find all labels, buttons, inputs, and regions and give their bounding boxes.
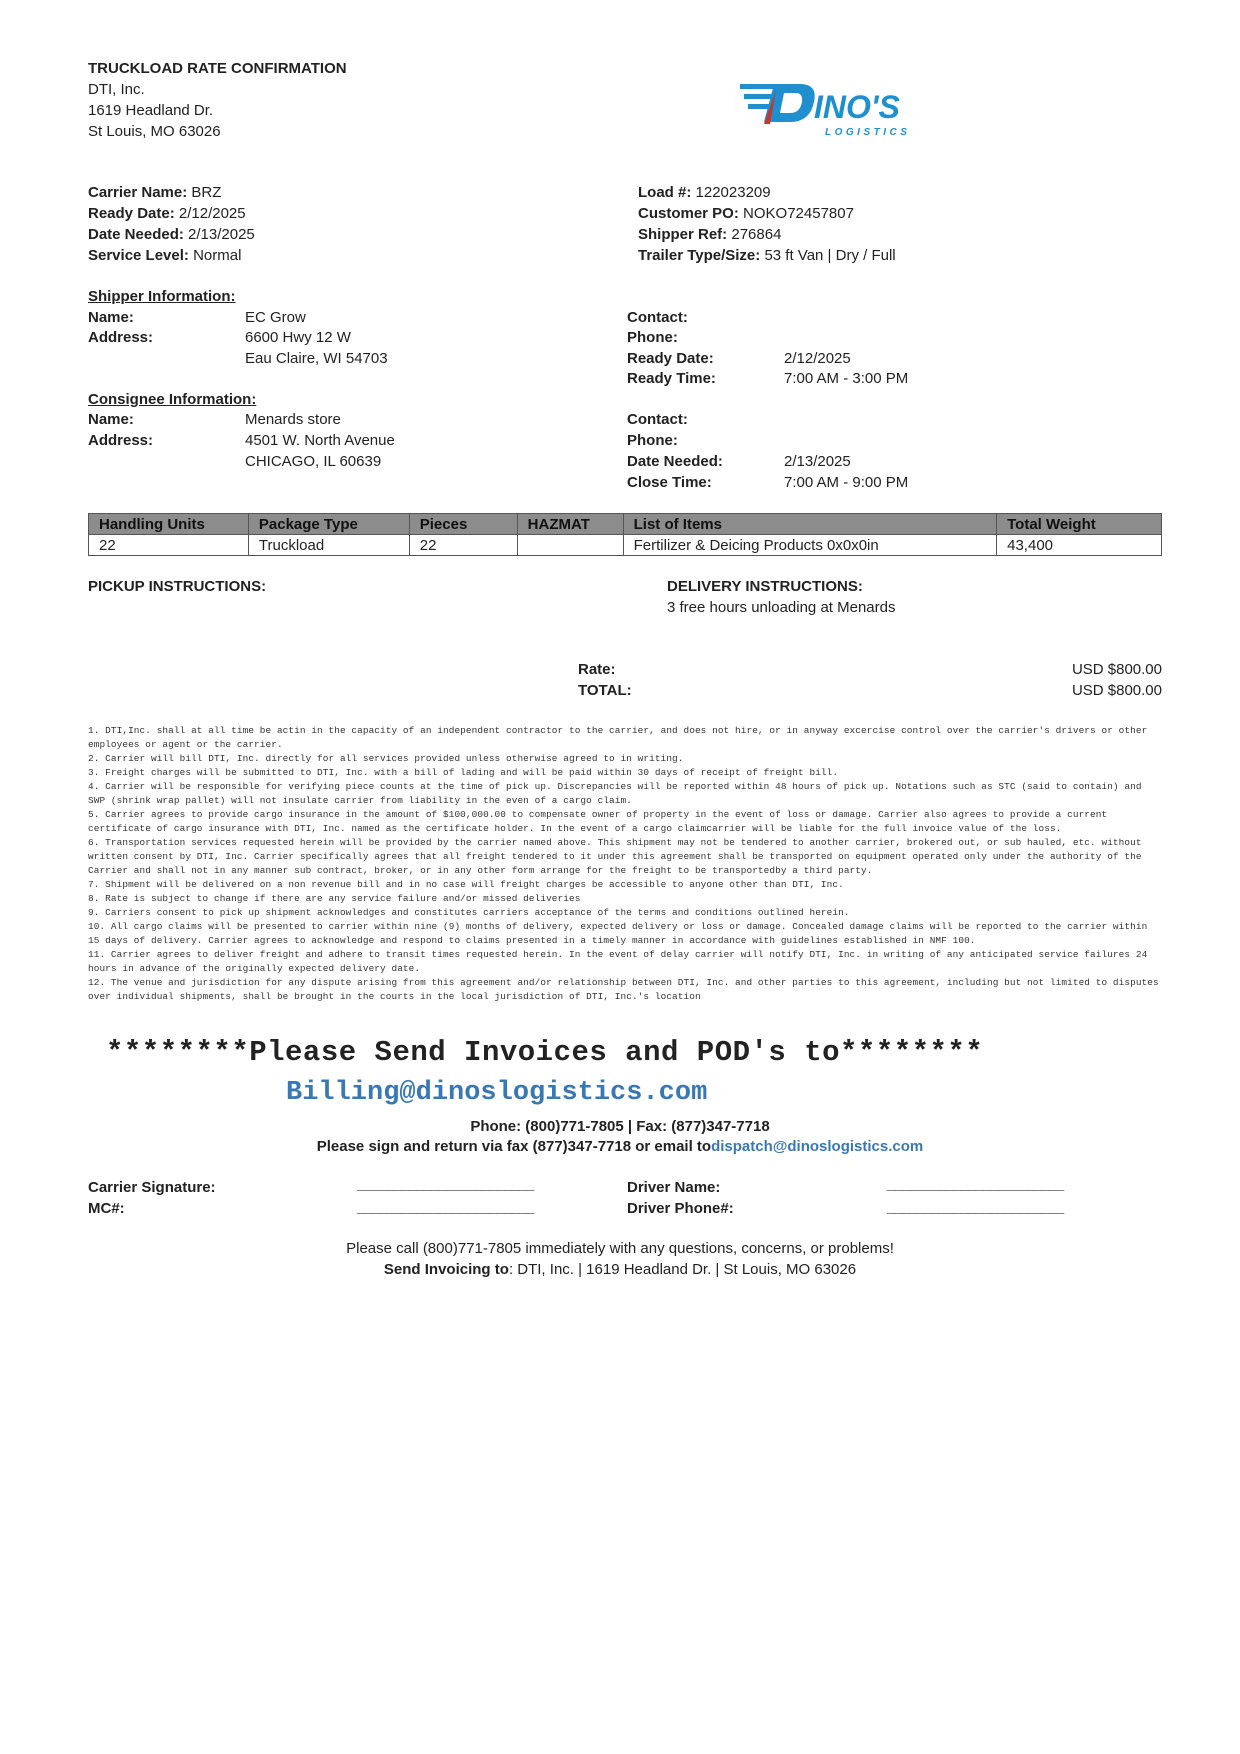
items-table-header-row — [89, 514, 1162, 535]
date-needed-value: 2/13/2025 — [188, 226, 255, 243]
term-item: 9. Carriers consent to pick up shipment acknowledges and constitutes carriers acceptance of the terms and conditions outlined herein. — [88, 907, 850, 918]
terms-and-conditions — [88, 724, 1163, 1004]
header-pieces: Pieces — [409, 514, 517, 535]
carrier-name-value: BRZ — [191, 184, 222, 201]
consignee-name: Menards store — [245, 411, 341, 428]
header-hazmat: HAZMAT — [517, 514, 623, 535]
carrier-signature-label: Carrier Signature: — [88, 1179, 216, 1196]
service-level-label: Service Level: — [88, 247, 189, 264]
cell-package-type: Truckload — [248, 535, 409, 556]
header-package-type: Package Type — [248, 514, 409, 535]
rate-label: Rate: — [578, 661, 616, 678]
delivery-instructions-text: 3 free hours unloading at Menards — [667, 599, 896, 616]
sign-return-line — [0, 1136, 1240, 1157]
cell-handling-units: 22 — [89, 535, 249, 556]
trailer-type-value: 53 ft Van | Dry / Full — [764, 247, 896, 264]
service-level-row — [88, 245, 255, 266]
rate-value: USD $800.00 — [1071, 661, 1162, 678]
consignee-date-needed: 2/13/2025 — [784, 453, 851, 470]
date-needed-row — [88, 224, 255, 245]
invoice-banner: ********Please Send Invoices and POD's to******** — [106, 1036, 984, 1069]
shipper-ref-row — [638, 224, 896, 245]
term-item: 1. DTI,Inc. shall at all time be actin in the capacity of an independent contractor to the carrier, and does not hire, or in anyway excercise control over the carrier's drivers or other employees or agent or the carrier. — [88, 725, 1148, 750]
trailer-type-label: Trailer Type/Size: — [638, 247, 761, 264]
items-table — [88, 513, 1162, 556]
logo-graphic — [740, 80, 930, 140]
shipper-ready-time: 7:00 AM - 3:00 PM — [784, 370, 909, 387]
term-item: 2. Carrier will bill DTI, Inc. directly for all services provided unless otherwise agreed to in writing. — [88, 753, 684, 764]
load-number-row — [638, 182, 896, 203]
term-item: 11. Carrier agrees to deliver freight and adhere to transit times requested herein. In the event of delay carrier will notify DTI, Inc. in writing of any anticipated service failures 24 hours in advance of the originally expected delivery date. — [88, 949, 1148, 974]
shipper-ready-date-label: Ready Date: — [627, 350, 714, 367]
shipper-name-label: Name: — [88, 309, 134, 326]
customer-po-label: Customer PO: — [638, 205, 739, 222]
shipper-ref-value: 276864 — [731, 226, 782, 243]
shipper-ref-label: Shipper Ref: — [638, 226, 728, 243]
shipper-ready-date: 2/12/2025 — [784, 350, 851, 367]
cell-list-of-items: Fertilizer & Deicing Products 0x0x0in — [623, 535, 997, 556]
header-handling-units: Handling Units — [89, 514, 249, 535]
term-item: 10. All cargo claims will be presented to carrier within nine (9) months of delivery, expected delivery or loss or damage. Concealed damage claims will be reported to the carrier within 15 days of delivery. Carrier agrees to acknowledge and respond to claims presented in a timely manner in accordance with guidelines established in NMF 100. — [88, 921, 1148, 946]
document-title: TRUCKLOAD RATE CONFIRMATION — [88, 60, 347, 77]
mc-number-field[interactable]: ________________________ — [357, 1199, 534, 1216]
carrier-name-label: Carrier Name: — [88, 184, 188, 201]
date-needed-label: Date Needed: — [88, 226, 184, 243]
carrier-signature-field[interactable]: ________________________ — [357, 1176, 534, 1193]
consignee-phone-label: Phone: — [627, 432, 678, 449]
term-item: 5. Carrier agrees to provide cargo insurance in the amount of $100,000.00 to compensate owner of property in the event of loss or damage. Carrier also agrees to provide a current certificate of cargo insurance with DTI, Inc. named as the certificate holder. In the event of a cargo claimcarrier will be liable for the full invoice value of the loss. — [88, 809, 1108, 834]
driver-name-field[interactable]: ________________________ — [887, 1176, 1064, 1193]
send-invoicing-line — [0, 1259, 1240, 1280]
company-name: DTI, Inc. — [88, 81, 145, 98]
shipper-address-line2: Eau Claire, WI 54703 — [245, 350, 388, 367]
svg-text:INO'S: INO'S — [814, 89, 900, 125]
company-address-line1: 1619 Headland Dr. — [88, 102, 214, 119]
header-total-weight: Total Weight — [997, 514, 1162, 535]
shipper-phone-label: Phone: — [627, 329, 678, 346]
cell-pieces: 22 — [409, 535, 517, 556]
cell-hazmat — [517, 535, 623, 556]
load-info-right — [638, 182, 896, 266]
dispatch-email-link[interactable]: dispatch@dinoslogistics.com — [711, 1138, 924, 1155]
consignee-date-needed-label: Date Needed: — [627, 453, 723, 470]
consignee-close-time: 7:00 AM - 9:00 PM — [784, 474, 909, 491]
consignee-contact-label: Contact: — [627, 411, 688, 428]
consignee-name-label: Name: — [88, 411, 134, 428]
consignee-address-line1: 4501 W. North Avenue — [245, 432, 395, 449]
billing-email-link[interactable]: Billing@dinoslogistics.com — [286, 1078, 708, 1108]
cell-total-weight: 43,400 — [997, 535, 1162, 556]
ready-date-label: Ready Date: — [88, 205, 175, 222]
phone-fax: Phone: (800)771-7805 | Fax: (877)347-7718 — [470, 1118, 770, 1135]
shipper-name: EC Grow — [245, 309, 306, 326]
consignee-address-label: Address: — [88, 432, 154, 449]
total-value: USD $800.00 — [1071, 682, 1162, 699]
company-address-line2: St Louis, MO 63026 — [88, 123, 221, 140]
consignee-address-line2: CHICAGO, IL 60639 — [245, 453, 382, 470]
consignee-heading: Consignee Information: — [88, 391, 257, 408]
term-item: 6. Transportation services requested herein will be provided by the carrier named above. This shipment may not be tendered to another carrier, brokered out, or sub hauled, etc. without written consent by DTI, Inc. Carrier specifically agrees that all freight tendered to it under this agreement shall be transported on equipment operated only under the authority of the Carrier and shall not in any manner sub contract, broker, or in any other form arrange for the freight to be transportedby a third party. — [88, 837, 1142, 876]
total-label: TOTAL: — [578, 682, 632, 699]
shipper-heading: Shipper Information: — [88, 288, 236, 305]
driver-phone-label: Driver Phone#: — [627, 1200, 734, 1217]
send-invoicing-label: Send Invoicing to — [383, 1261, 509, 1278]
company-header — [88, 58, 347, 142]
contact-notice: Please call (800)771-7805 immediately with any questions, concerns, or problems! — [346, 1240, 894, 1257]
service-level-value: Normal — [193, 247, 242, 264]
sign-return-text: Please sign and return via fax (877)347-7718 or email to — [316, 1138, 712, 1155]
driver-name-label: Driver Name: — [627, 1179, 721, 1196]
header-list-of-items: List of Items — [623, 514, 997, 535]
term-item: 4. Carrier will be responsible for verifying piece counts at the time of pick up. Discrepancies will be reported within 48 hours of pick up. Notations such as STC (said to contain) and SWP (shrink wrap pallet) will not insulate carrier from liability in the even of a cargo claim. — [88, 781, 1142, 806]
consignee-close-time-label: Close Time: — [627, 474, 712, 491]
svg-text:LOGISTICS: LOGISTICS — [825, 127, 911, 138]
shipper-contact-label: Contact: — [627, 309, 688, 326]
shipper-address-line1: 6600 Hwy 12 W — [245, 329, 351, 346]
pickup-instructions-label: PICKUP INSTRUCTIONS: — [88, 578, 267, 595]
table-row — [89, 535, 1162, 556]
shipper-address-label: Address: — [88, 329, 154, 346]
load-info-left — [88, 182, 255, 266]
term-item: 3. Freight charges will be submitted to DTI, Inc. with a bill of lading and will be paid within 30 days of receipt of freight bill. — [88, 767, 839, 778]
customer-po-value: NOKO72457807 — [743, 205, 854, 222]
term-item: 7. Shipment will be delivered on a non revenue bill and in no case will freight charges be accessible to anyone other than DTI, Inc. — [88, 879, 844, 890]
load-number-label: Load #: — [638, 184, 692, 201]
mc-number-label: MC#: — [88, 1200, 125, 1217]
term-item: 8. Rate is subject to change if there are any service failure and/or missed deliveries — [88, 893, 581, 904]
ready-date-value: 2/12/2025 — [178, 205, 246, 222]
load-number-value: 122023209 — [695, 184, 771, 201]
shipper-ready-time-label: Ready Time: — [627, 370, 716, 387]
delivery-instructions-label: DELIVERY INSTRUCTIONS: — [667, 578, 863, 595]
driver-phone-field[interactable]: ________________________ — [887, 1199, 1064, 1216]
term-item: 12. The venue and jurisdiction for any dispute arising from this agreement and/or relationship between DTI, Inc. and other parties to this agreement, including but not limited to disputes over individual shipments, shall be brought in the courts in the local jurisdiction of DTI, Inc.'s location — [88, 977, 1159, 1002]
dinos-logistics-logo — [740, 80, 930, 140]
ready-date-row — [88, 203, 255, 224]
customer-po-row — [638, 203, 896, 224]
trailer-type-row — [638, 245, 896, 266]
carrier-name-row — [88, 182, 255, 203]
send-invoicing-address: : DTI, Inc. | 1619 Headland Dr. | St Louis, MO 63026 — [508, 1261, 857, 1278]
